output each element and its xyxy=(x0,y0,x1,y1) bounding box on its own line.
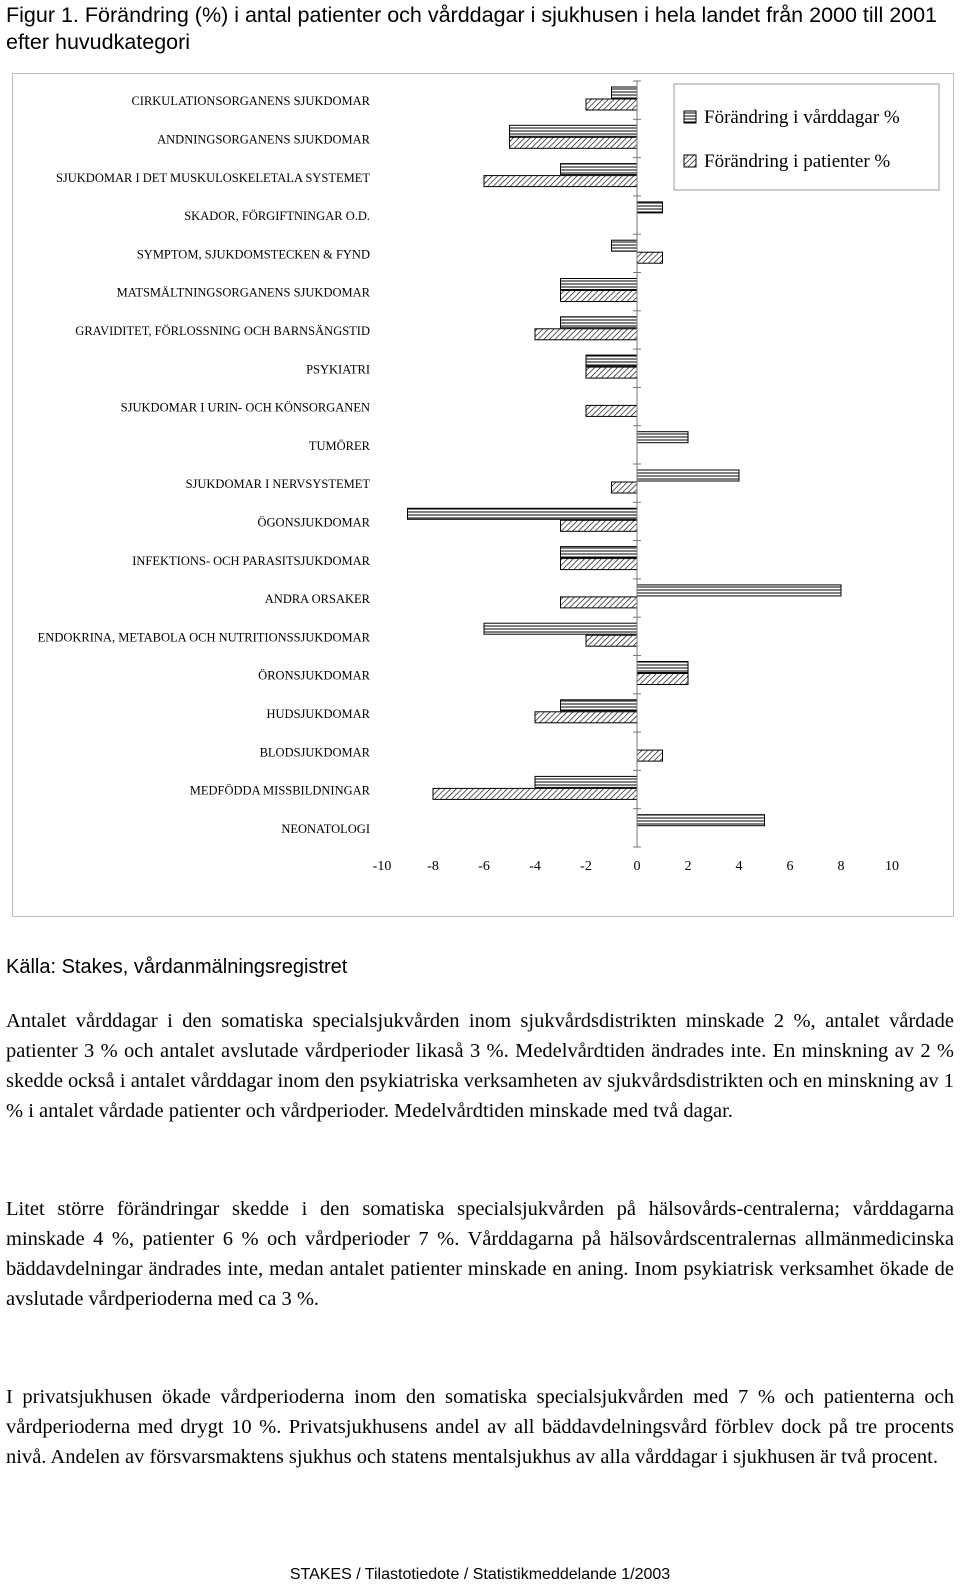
bar-varddagar xyxy=(612,240,638,251)
category-label: MATSMÄLTNINGSORGANENS SJUKDOMAR xyxy=(116,285,370,300)
bar-varddagar xyxy=(637,662,688,673)
bar-patienter xyxy=(586,635,637,646)
bar-patienter xyxy=(510,137,638,148)
bar-patienter xyxy=(561,597,638,608)
bar-varddagar xyxy=(637,815,765,826)
category-label: SKADOR, FÖRGIFTNINGAR O.D. xyxy=(184,209,370,224)
bar-varddagar xyxy=(561,279,638,290)
category-label: CIRKULATIONSORGANENS SJUKDOMAR xyxy=(131,94,370,109)
bar-varddagar xyxy=(484,623,637,634)
legend-swatch xyxy=(684,111,696,123)
bar-varddagar xyxy=(561,547,638,558)
bar-varddagar xyxy=(586,355,637,366)
bar-varddagar xyxy=(637,432,688,443)
x-tick-label: -10 xyxy=(372,859,392,874)
x-tick-label: 10 xyxy=(885,859,899,874)
bar-patienter xyxy=(561,291,638,302)
bar-varddagar xyxy=(408,508,638,519)
chart-container xyxy=(12,73,955,918)
category-label: SJUKDOMAR I URIN- OCH KÖNSORGANEN xyxy=(120,400,370,415)
x-tick-label: 0 xyxy=(633,859,641,874)
x-tick-label: 4 xyxy=(735,859,743,874)
bar-patienter xyxy=(612,482,638,493)
bar-patienter xyxy=(586,405,637,416)
category-label: ENDOKRINA, METABOLA OCH NUTRITIONSSJUKDOMAR xyxy=(37,630,370,645)
category-label: BLODSJUKDOMAR xyxy=(259,745,370,760)
category-label: NEONATOLOGI xyxy=(281,821,370,836)
bar-varddagar xyxy=(612,87,638,98)
bar-varddagar xyxy=(637,585,841,596)
legend-label: Förändring i patienter % xyxy=(704,151,891,172)
x-tick-label: -6 xyxy=(478,859,490,874)
bar-patienter xyxy=(637,750,663,761)
x-tick-label: -2 xyxy=(580,859,592,874)
paragraph-3: I privatsjukhusen ökade vårdperioderna inom den somatiska specialsjukvården med 7 % och patienterna och vårdperioderna med drygt 10 %. Privatsjukhusens andel av all bäddavdelningsvård förblev dock på tre procents nivå. Andelen av försvarsmaktens sjukhus och statens mentalsjukhus av alla vårddagar i sjukhusen är två procent. xyxy=(6,1386,954,1468)
legend-box xyxy=(674,84,939,190)
page-footer: STAKES / Tilastotiedote / Statistikmeddelande 1/2003 xyxy=(289,1566,671,1583)
category-label: SYMPTOM, SJUKDOMSTECKEN & FYND xyxy=(136,247,370,262)
category-label: PSYKIATRI xyxy=(306,362,370,377)
category-label: ANDRA ORSAKER xyxy=(264,592,370,607)
bar-varddagar xyxy=(561,700,638,711)
bar-chart xyxy=(12,73,955,918)
category-label: ÖRONSJUKDOMAR xyxy=(258,668,370,683)
bar-varddagar xyxy=(561,164,638,175)
legend-swatch xyxy=(684,155,696,167)
bar-patienter xyxy=(586,99,637,110)
bar-patienter xyxy=(561,520,638,531)
figure-title: Figur 1. Förändring (%) i antal patienter och vårddagar i sjukhusen i hela landet från 2000 till 2001 efter huvudkategori xyxy=(6,3,938,54)
paragraph-2: Litet större förändringar skedde i den somatiska specialsjukvården på hälsovårds-centralerna; vårddagarna minskade 4 %, patienter 6 % och vårdperioder 7 %. Vårddagarna på hälsovårdscentralernas allmänmedicinska bäddavdelningar ändrades inte, medan antalet patienter minskade en aning. Inom psykiatrisk verksamhet ökade de avslutade vårdperioderna med ca 3 %. xyxy=(6,1198,954,1310)
x-tick-label: -4 xyxy=(529,859,541,874)
category-label: HUDSJUKDOMAR xyxy=(266,706,370,721)
category-label: MEDFÖDDA MISSBILDNINGAR xyxy=(189,783,370,798)
category-label: INFEKTIONS- OCH PARASITSJUKDOMAR xyxy=(132,553,370,568)
category-label: ANDNINGSORGANENS SJUKDOMAR xyxy=(157,132,370,147)
bar-varddagar xyxy=(637,470,739,481)
x-tick-label: 6 xyxy=(786,859,794,874)
category-label: ÖGONSJUKDOMAR xyxy=(257,515,370,530)
bar-patienter xyxy=(535,712,637,723)
x-tick-label: 2 xyxy=(684,859,692,874)
bar-varddagar xyxy=(561,317,638,328)
category-label: TUMÖRER xyxy=(308,438,370,453)
bar-patienter xyxy=(637,252,663,263)
bar-patienter xyxy=(433,788,637,799)
bar-varddagar xyxy=(637,202,663,213)
category-label: SJUKDOMAR I DET MUSKULOSKELETALA SYSTEMET xyxy=(55,170,370,185)
bar-varddagar xyxy=(510,125,638,136)
x-tick-label: 8 xyxy=(837,859,845,874)
category-label: SJUKDOMAR I NERVSYSTEMET xyxy=(185,477,370,492)
category-label: GRAVIDITET, FÖRLOSSNING OCH BARNSÄNGSTID xyxy=(75,323,370,338)
bar-patienter xyxy=(484,176,637,187)
source-note: Källa: Stakes, vårdanmälningsregistret xyxy=(6,956,348,978)
legend-label: Förändring i vårddagar % xyxy=(704,107,900,128)
bar-patienter xyxy=(561,559,638,570)
paragraph-1: Antalet vårddagar i den somatiska specialsjukvården inom sjukvårdsdistrikten minskade 2 %, antalet vårdade patienter 3 % och antalet avslutade vårdperioder likaså 3 %. Medelvårdtiden ändrades inte. En minskning av 2 % skedde också i antalet vårddagar inom den psykiatriska verksamheten av sjukvårdsdistrikten och en minskning av 1 % i antalet vårdade patienter och vårdperioder. Medelvårdtiden minskade med två dagar. xyxy=(6,1010,954,1122)
bar-patienter xyxy=(535,329,637,340)
bar-patienter xyxy=(637,674,688,685)
x-tick-label: -8 xyxy=(427,859,439,874)
bar-varddagar xyxy=(535,776,637,787)
bar-patienter xyxy=(586,367,637,378)
